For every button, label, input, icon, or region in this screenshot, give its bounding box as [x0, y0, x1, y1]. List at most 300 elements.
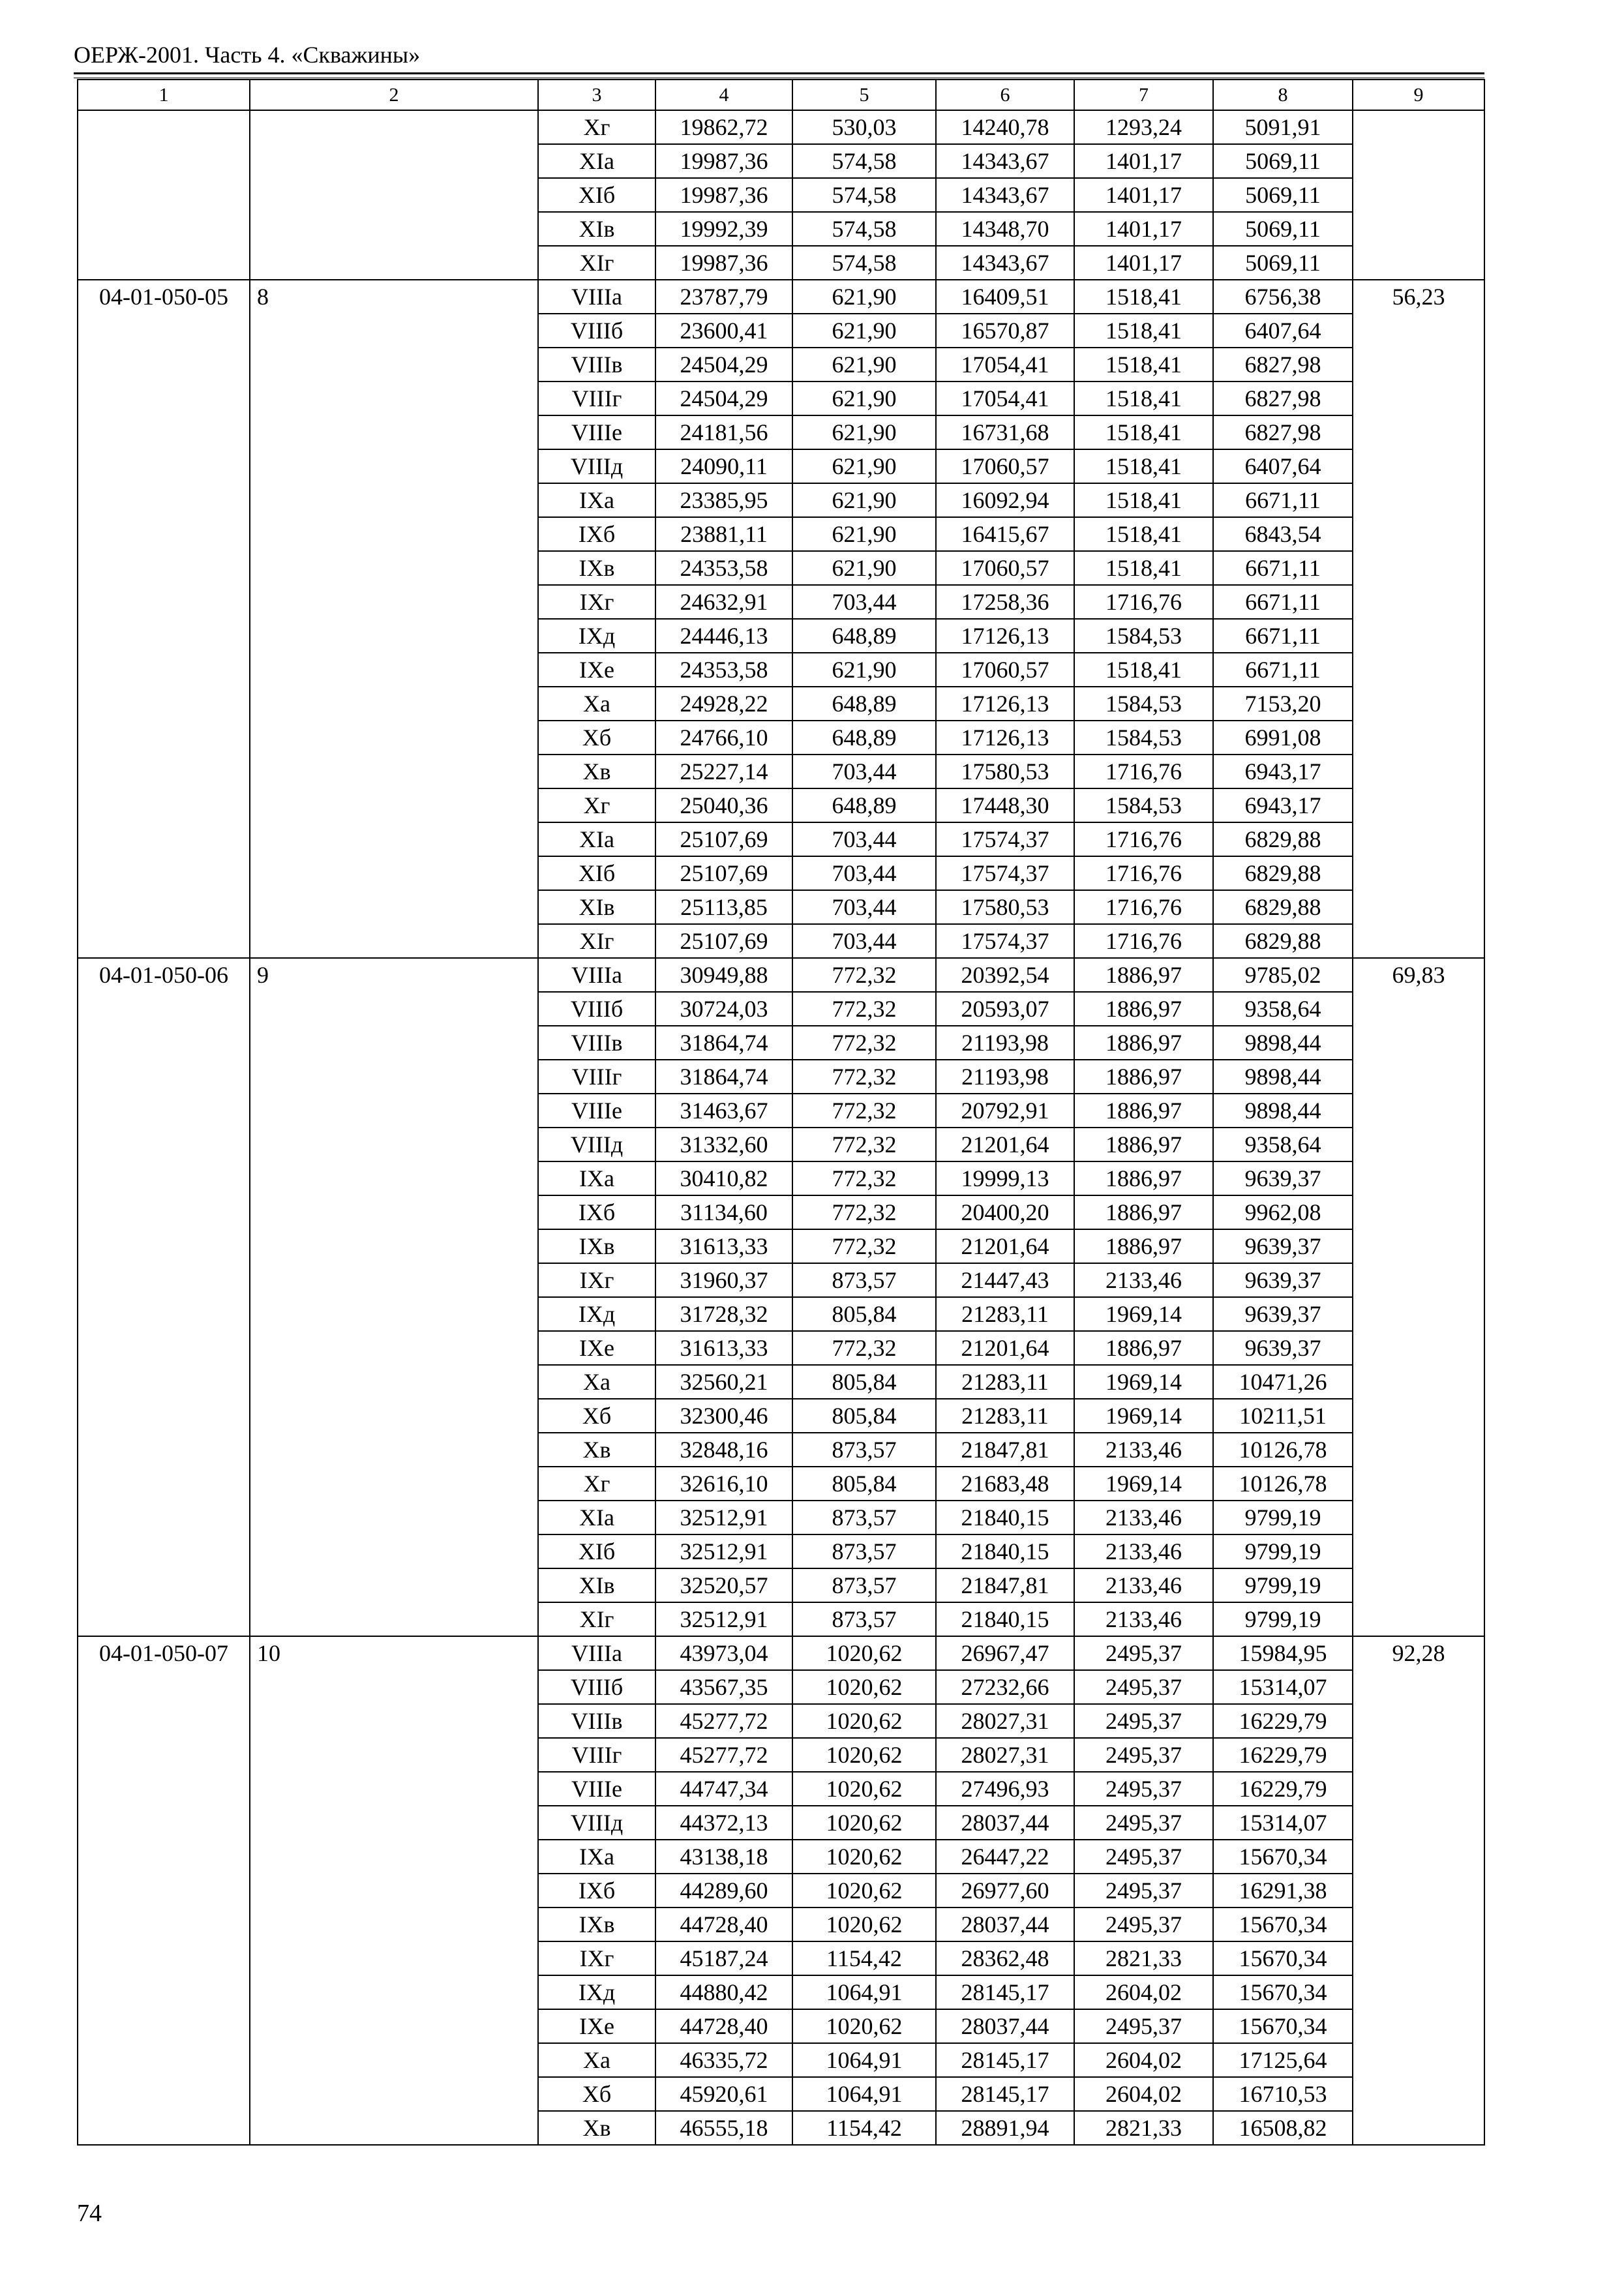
- value-cell-6: 21193,98: [936, 1060, 1074, 1094]
- value-cell-6: 21847,81: [936, 1568, 1074, 1602]
- class-cell: VIIIд: [538, 1128, 655, 1161]
- value-cell-5: 1020,62: [792, 1908, 936, 1941]
- value-cell-4: 44728,40: [655, 2009, 792, 2043]
- header-rule: [74, 72, 1484, 74]
- value-cell-8: 15670,34: [1213, 1840, 1353, 1874]
- value-cell-8: 6671,11: [1213, 585, 1353, 619]
- value-cell-7: 1969,14: [1074, 1467, 1213, 1501]
- value-cell-4: 31134,60: [655, 1195, 792, 1229]
- table-body: [78, 80, 1484, 2145]
- value-cell-7: 1584,53: [1074, 687, 1213, 721]
- value-cell-8: 5069,11: [1213, 144, 1353, 178]
- value-cell-6: 20792,91: [936, 1094, 1074, 1128]
- value-cell-8: 9639,37: [1213, 1263, 1353, 1297]
- value-cell-8: 10126,78: [1213, 1433, 1353, 1467]
- value-cell-8: 6829,88: [1213, 822, 1353, 856]
- value-cell-5: 873,57: [792, 1568, 936, 1602]
- column-number: 7: [1074, 80, 1213, 110]
- class-cell: Xв: [538, 2111, 655, 2145]
- class-cell: XIб: [538, 856, 655, 890]
- value-cell-6: 17574,37: [936, 822, 1074, 856]
- value-cell-5: 574,58: [792, 178, 936, 212]
- value-cell-8: 6671,11: [1213, 619, 1353, 653]
- column-number: 4: [655, 80, 792, 110]
- value-cell-7: 2821,33: [1074, 1941, 1213, 1975]
- value-cell-4: 24766,10: [655, 721, 792, 755]
- value-cell-4: 44372,13: [655, 1806, 792, 1840]
- value-cell-7: 1518,41: [1074, 551, 1213, 585]
- value-cell-5: 1154,42: [792, 2111, 936, 2145]
- value-cell-4: 31728,32: [655, 1297, 792, 1331]
- value-cell-4: 32616,10: [655, 1467, 792, 1501]
- class-cell: VIIIа: [538, 1636, 655, 1670]
- class-cell: IXд: [538, 619, 655, 653]
- value-cell-6: 16570,87: [936, 314, 1074, 348]
- value-cell-7: 1518,41: [1074, 653, 1213, 687]
- value-cell-5: 621,90: [792, 314, 936, 348]
- value-cell-8: 15314,07: [1213, 1806, 1353, 1840]
- value-cell-8: 10126,78: [1213, 1467, 1353, 1501]
- value-cell-7: 1886,97: [1074, 958, 1213, 992]
- value-cell-5: 1020,62: [792, 1636, 936, 1670]
- class-cell: Xв: [538, 1433, 655, 1467]
- value-cell-8: 15670,34: [1213, 1975, 1353, 2009]
- value-cell-5: 772,32: [792, 1195, 936, 1229]
- value-cell-8: 6671,11: [1213, 653, 1353, 687]
- value-cell-5: 621,90: [792, 280, 936, 314]
- class-cell: VIIIв: [538, 1704, 655, 1738]
- value-cell-8: 16291,38: [1213, 1874, 1353, 1908]
- value-cell-7: 2604,02: [1074, 1975, 1213, 2009]
- value-cell-7: 2604,02: [1074, 2077, 1213, 2111]
- item-number-cell: [250, 110, 538, 280]
- value-cell-8: 9898,44: [1213, 1094, 1353, 1128]
- value-cell-6: 28037,44: [936, 1806, 1074, 1840]
- class-cell: IXб: [538, 1874, 655, 1908]
- value-cell-7: 1584,53: [1074, 619, 1213, 653]
- value-cell-4: 32848,16: [655, 1433, 792, 1467]
- value-cell-5: 805,84: [792, 1365, 936, 1399]
- value-cell-4: 19862,72: [655, 110, 792, 144]
- item-number-cell: 9: [250, 958, 538, 1636]
- value-cell-8: 9962,08: [1213, 1195, 1353, 1229]
- value-cell-6: 21447,43: [936, 1263, 1074, 1297]
- value-cell-5: 805,84: [792, 1467, 936, 1501]
- value-cell-7: 2133,46: [1074, 1501, 1213, 1534]
- value-cell-7: 1969,14: [1074, 1297, 1213, 1331]
- value-cell-4: 31332,60: [655, 1128, 792, 1161]
- value-cell-8: 9799,19: [1213, 1501, 1353, 1534]
- value-cell-7: 2495,37: [1074, 1636, 1213, 1670]
- value-cell-8: 5069,11: [1213, 246, 1353, 280]
- value-cell-6: 20392,54: [936, 958, 1074, 992]
- value-cell-4: 30724,03: [655, 992, 792, 1026]
- value-cell-7: 2133,46: [1074, 1602, 1213, 1636]
- value-cell-5: 1020,62: [792, 1806, 936, 1840]
- column-number: 2: [250, 80, 538, 110]
- value-cell-8: 6829,88: [1213, 890, 1353, 924]
- value-cell-8: 6827,98: [1213, 348, 1353, 382]
- column-9-cell: 92,28: [1353, 1636, 1484, 2145]
- column-number: 3: [538, 80, 655, 110]
- value-cell-5: 1020,62: [792, 1840, 936, 1874]
- class-cell: XIг: [538, 1602, 655, 1636]
- value-cell-6: 14348,70: [936, 212, 1074, 246]
- class-cell: IXг: [538, 1263, 655, 1297]
- value-cell-7: 1886,97: [1074, 1128, 1213, 1161]
- value-cell-8: 16229,79: [1213, 1704, 1353, 1738]
- value-cell-5: 1064,91: [792, 2077, 936, 2111]
- value-cell-7: 2133,46: [1074, 1433, 1213, 1467]
- value-cell-7: 1716,76: [1074, 822, 1213, 856]
- value-cell-7: 1716,76: [1074, 755, 1213, 788]
- value-cell-4: 32560,21: [655, 1365, 792, 1399]
- value-cell-4: 32520,57: [655, 1568, 792, 1602]
- value-cell-7: 2495,37: [1074, 1772, 1213, 1806]
- value-cell-8: 6756,38: [1213, 280, 1353, 314]
- value-cell-7: 2604,02: [1074, 2043, 1213, 2077]
- value-cell-6: 16415,67: [936, 517, 1074, 551]
- value-cell-4: 24504,29: [655, 382, 792, 415]
- table-row: [78, 958, 1484, 992]
- value-cell-4: 23787,79: [655, 280, 792, 314]
- value-cell-6: 17054,41: [936, 382, 1074, 415]
- value-cell-4: 31960,37: [655, 1263, 792, 1297]
- value-cell-8: 6407,64: [1213, 314, 1353, 348]
- value-cell-6: 17574,37: [936, 924, 1074, 958]
- class-cell: XIа: [538, 822, 655, 856]
- class-cell: IXг: [538, 1941, 655, 1975]
- value-cell-5: 530,03: [792, 110, 936, 144]
- value-cell-7: 1886,97: [1074, 1331, 1213, 1365]
- column-9-cell: [1353, 110, 1484, 280]
- class-cell: XIг: [538, 924, 655, 958]
- table-row: [78, 110, 1484, 144]
- value-cell-6: 14240,78: [936, 110, 1074, 144]
- value-cell-5: 873,57: [792, 1534, 936, 1568]
- value-cell-4: 31864,74: [655, 1026, 792, 1060]
- value-cell-6: 27496,93: [936, 1772, 1074, 1806]
- value-cell-6: 17580,53: [936, 890, 1074, 924]
- value-cell-7: 1518,41: [1074, 449, 1213, 483]
- class-cell: VIIIг: [538, 382, 655, 415]
- value-cell-4: 45277,72: [655, 1704, 792, 1738]
- class-cell: VIIIб: [538, 1670, 655, 1704]
- value-cell-4: 31613,33: [655, 1331, 792, 1365]
- value-cell-4: 19987,36: [655, 246, 792, 280]
- value-cell-6: 14343,67: [936, 144, 1074, 178]
- value-cell-7: 2821,33: [1074, 2111, 1213, 2145]
- value-cell-7: 2495,37: [1074, 1840, 1213, 1874]
- value-cell-8: 10211,51: [1213, 1399, 1353, 1433]
- value-cell-8: 16710,53: [1213, 2077, 1353, 2111]
- class-cell: IXе: [538, 653, 655, 687]
- class-cell: Xб: [538, 1399, 655, 1433]
- value-cell-8: 16229,79: [1213, 1738, 1353, 1772]
- value-cell-5: 648,89: [792, 721, 936, 755]
- value-cell-6: 28145,17: [936, 2043, 1074, 2077]
- class-cell: IXв: [538, 1229, 655, 1263]
- value-cell-6: 21283,11: [936, 1399, 1074, 1433]
- value-cell-5: 1020,62: [792, 1670, 936, 1704]
- value-cell-6: 21840,15: [936, 1602, 1074, 1636]
- class-cell: IXв: [538, 1908, 655, 1941]
- value-cell-6: 19999,13: [936, 1161, 1074, 1195]
- value-cell-8: 9799,19: [1213, 1534, 1353, 1568]
- value-cell-5: 1064,91: [792, 2043, 936, 2077]
- value-cell-4: 46335,72: [655, 2043, 792, 2077]
- class-cell: XIа: [538, 144, 655, 178]
- value-cell-4: 44880,42: [655, 1975, 792, 2009]
- value-cell-6: 28037,44: [936, 2009, 1074, 2043]
- value-cell-6: 20400,20: [936, 1195, 1074, 1229]
- value-cell-5: 772,32: [792, 1060, 936, 1094]
- value-cell-4: 25040,36: [655, 788, 792, 822]
- class-cell: IXа: [538, 483, 655, 517]
- class-cell: IXб: [538, 517, 655, 551]
- value-cell-8: 9639,37: [1213, 1331, 1353, 1365]
- value-cell-6: 28027,31: [936, 1738, 1074, 1772]
- class-cell: Xв: [538, 755, 655, 788]
- column-9-cell: 69,83: [1353, 958, 1484, 1636]
- class-cell: VIIIе: [538, 1772, 655, 1806]
- class-cell: Xа: [538, 2043, 655, 2077]
- value-cell-5: 873,57: [792, 1501, 936, 1534]
- value-cell-4: 32512,91: [655, 1534, 792, 1568]
- value-cell-6: 21840,15: [936, 1501, 1074, 1534]
- value-cell-7: 1886,97: [1074, 1195, 1213, 1229]
- value-cell-6: 16731,68: [936, 415, 1074, 449]
- value-cell-5: 621,90: [792, 382, 936, 415]
- value-cell-7: 2495,37: [1074, 1738, 1213, 1772]
- value-cell-4: 24504,29: [655, 348, 792, 382]
- value-cell-6: 21201,64: [936, 1331, 1074, 1365]
- value-cell-4: 45277,72: [655, 1738, 792, 1772]
- value-cell-6: 17060,57: [936, 653, 1074, 687]
- value-cell-4: 31613,33: [655, 1229, 792, 1263]
- value-cell-8: 17125,64: [1213, 2043, 1353, 2077]
- value-cell-5: 1064,91: [792, 1975, 936, 2009]
- value-cell-6: 17580,53: [936, 755, 1074, 788]
- value-cell-5: 621,90: [792, 415, 936, 449]
- value-cell-4: 32300,46: [655, 1399, 792, 1433]
- value-cell-6: 21201,64: [936, 1229, 1074, 1263]
- value-cell-6: 14343,67: [936, 246, 1074, 280]
- value-cell-4: 44728,40: [655, 1908, 792, 1941]
- value-cell-4: 24928,22: [655, 687, 792, 721]
- column-number: 5: [792, 80, 936, 110]
- value-cell-8: 16508,82: [1213, 2111, 1353, 2145]
- item-number-cell: 10: [250, 1636, 538, 2145]
- value-cell-5: 772,32: [792, 1229, 936, 1263]
- value-cell-8: 6843,54: [1213, 517, 1353, 551]
- value-cell-7: 1518,41: [1074, 314, 1213, 348]
- value-cell-8: 9639,37: [1213, 1297, 1353, 1331]
- value-cell-4: 24446,13: [655, 619, 792, 653]
- value-cell-5: 703,44: [792, 890, 936, 924]
- value-cell-7: 2133,46: [1074, 1568, 1213, 1602]
- value-cell-8: 16229,79: [1213, 1772, 1353, 1806]
- value-cell-8: 6827,98: [1213, 382, 1353, 415]
- value-cell-7: 1886,97: [1074, 1161, 1213, 1195]
- value-cell-8: 6991,08: [1213, 721, 1353, 755]
- value-cell-6: 20593,07: [936, 992, 1074, 1026]
- value-cell-7: 1716,76: [1074, 890, 1213, 924]
- value-cell-7: 1886,97: [1074, 1026, 1213, 1060]
- value-cell-4: 45187,24: [655, 1941, 792, 1975]
- value-cell-7: 1518,41: [1074, 483, 1213, 517]
- value-cell-5: 703,44: [792, 755, 936, 788]
- value-cell-6: 17060,57: [936, 551, 1074, 585]
- class-cell: IXд: [538, 1975, 655, 2009]
- value-cell-7: 1401,17: [1074, 212, 1213, 246]
- value-cell-4: 25107,69: [655, 924, 792, 958]
- value-cell-7: 1969,14: [1074, 1365, 1213, 1399]
- value-cell-8: 9358,64: [1213, 1128, 1353, 1161]
- value-cell-4: 43138,18: [655, 1840, 792, 1874]
- class-cell: VIIIа: [538, 280, 655, 314]
- value-cell-6: 27232,66: [936, 1670, 1074, 1704]
- class-cell: VIIIв: [538, 348, 655, 382]
- value-cell-5: 703,44: [792, 856, 936, 890]
- value-cell-4: 30410,82: [655, 1161, 792, 1195]
- value-cell-5: 703,44: [792, 924, 936, 958]
- class-cell: XIв: [538, 212, 655, 246]
- class-cell: IXд: [538, 1297, 655, 1331]
- value-cell-5: 621,90: [792, 551, 936, 585]
- class-cell: Xг: [538, 788, 655, 822]
- class-cell: VIIIд: [538, 449, 655, 483]
- value-cell-5: 1020,62: [792, 1704, 936, 1738]
- value-cell-8: 9358,64: [1213, 992, 1353, 1026]
- column-number: 1: [78, 80, 250, 110]
- class-cell: VIIIе: [538, 415, 655, 449]
- class-cell: VIIIб: [538, 314, 655, 348]
- value-cell-4: 30949,88: [655, 958, 792, 992]
- value-cell-6: 26967,47: [936, 1636, 1074, 1670]
- value-cell-7: 1401,17: [1074, 144, 1213, 178]
- value-cell-6: 21683,48: [936, 1467, 1074, 1501]
- value-cell-5: 1020,62: [792, 1772, 936, 1806]
- value-cell-7: 1886,97: [1074, 1229, 1213, 1263]
- class-cell: IXа: [538, 1840, 655, 1874]
- value-cell-4: 25227,14: [655, 755, 792, 788]
- value-cell-5: 772,32: [792, 1161, 936, 1195]
- value-cell-8: 9898,44: [1213, 1026, 1353, 1060]
- value-cell-8: 5091,91: [1213, 110, 1353, 144]
- rate-code-cell: 04-01-050-07: [78, 1636, 250, 2145]
- class-cell: XIб: [538, 1534, 655, 1568]
- item-number-cell: 8: [250, 280, 538, 958]
- value-cell-7: 1401,17: [1074, 178, 1213, 212]
- value-cell-4: 43973,04: [655, 1636, 792, 1670]
- value-cell-4: 24090,11: [655, 449, 792, 483]
- value-cell-6: 21840,15: [936, 1534, 1074, 1568]
- class-cell: XIа: [538, 1501, 655, 1534]
- value-cell-8: 9639,37: [1213, 1161, 1353, 1195]
- value-cell-8: 6671,11: [1213, 551, 1353, 585]
- value-cell-4: 23881,11: [655, 517, 792, 551]
- value-cell-4: 24632,91: [655, 585, 792, 619]
- value-cell-5: 1020,62: [792, 2009, 936, 2043]
- value-cell-6: 17448,30: [936, 788, 1074, 822]
- value-cell-8: 5069,11: [1213, 178, 1353, 212]
- value-cell-7: 1716,76: [1074, 856, 1213, 890]
- value-cell-6: 21193,98: [936, 1026, 1074, 1060]
- class-cell: Xг: [538, 110, 655, 144]
- value-cell-8: 5069,11: [1213, 212, 1353, 246]
- value-cell-6: 14343,67: [936, 178, 1074, 212]
- running-header: ОЕРЖ-2001. Часть 4. «Скважины»: [74, 42, 421, 68]
- class-cell: VIIIг: [538, 1060, 655, 1094]
- value-cell-5: 648,89: [792, 619, 936, 653]
- value-cell-4: 25107,69: [655, 822, 792, 856]
- class-cell: Xб: [538, 2077, 655, 2111]
- value-cell-4: 25107,69: [655, 856, 792, 890]
- class-cell: VIIIд: [538, 1806, 655, 1840]
- value-cell-4: 24353,58: [655, 653, 792, 687]
- class-cell: VIIIа: [538, 958, 655, 992]
- value-cell-6: 17126,13: [936, 687, 1074, 721]
- value-cell-5: 873,57: [792, 1433, 936, 1467]
- value-cell-6: 21283,11: [936, 1297, 1074, 1331]
- value-cell-7: 1518,41: [1074, 382, 1213, 415]
- value-cell-5: 1020,62: [792, 1738, 936, 1772]
- value-cell-8: 9799,19: [1213, 1602, 1353, 1636]
- value-cell-5: 621,90: [792, 449, 936, 483]
- rate-code-cell: 04-01-050-06: [78, 958, 250, 1636]
- value-cell-5: 648,89: [792, 687, 936, 721]
- value-cell-5: 621,90: [792, 348, 936, 382]
- class-cell: IXб: [538, 1195, 655, 1229]
- value-cell-5: 1020,62: [792, 1874, 936, 1908]
- value-cell-5: 621,90: [792, 653, 936, 687]
- value-cell-7: 2495,37: [1074, 1806, 1213, 1840]
- value-cell-7: 1584,53: [1074, 788, 1213, 822]
- rate-code-cell: 04-01-050-05: [78, 280, 250, 958]
- value-cell-7: 1518,41: [1074, 280, 1213, 314]
- value-cell-6: 26977,60: [936, 1874, 1074, 1908]
- class-cell: VIIIб: [538, 992, 655, 1026]
- value-cell-5: 873,57: [792, 1602, 936, 1636]
- column-number: 9: [1353, 80, 1484, 110]
- value-cell-8: 6943,17: [1213, 755, 1353, 788]
- value-cell-7: 1518,41: [1074, 415, 1213, 449]
- value-cell-8: 9785,02: [1213, 958, 1353, 992]
- value-cell-4: 23600,41: [655, 314, 792, 348]
- class-cell: Xг: [538, 1467, 655, 1501]
- table-row: [78, 1636, 1484, 1670]
- value-cell-8: 6943,17: [1213, 788, 1353, 822]
- value-cell-7: 1886,97: [1074, 1060, 1213, 1094]
- value-cell-7: 1716,76: [1074, 924, 1213, 958]
- value-cell-5: 772,32: [792, 958, 936, 992]
- value-cell-5: 703,44: [792, 585, 936, 619]
- value-cell-8: 15984,95: [1213, 1636, 1353, 1670]
- value-cell-5: 873,57: [792, 1263, 936, 1297]
- value-cell-4: 24353,58: [655, 551, 792, 585]
- class-cell: VIIIе: [538, 1094, 655, 1128]
- value-cell-5: 574,58: [792, 144, 936, 178]
- value-cell-8: 10471,26: [1213, 1365, 1353, 1399]
- value-cell-8: 6829,88: [1213, 924, 1353, 958]
- class-cell: VIIIг: [538, 1738, 655, 1772]
- value-cell-4: 46555,18: [655, 2111, 792, 2145]
- class-cell: XIг: [538, 246, 655, 280]
- value-cell-6: 21201,64: [936, 1128, 1074, 1161]
- value-cell-5: 772,32: [792, 1094, 936, 1128]
- value-cell-4: 23385,95: [655, 483, 792, 517]
